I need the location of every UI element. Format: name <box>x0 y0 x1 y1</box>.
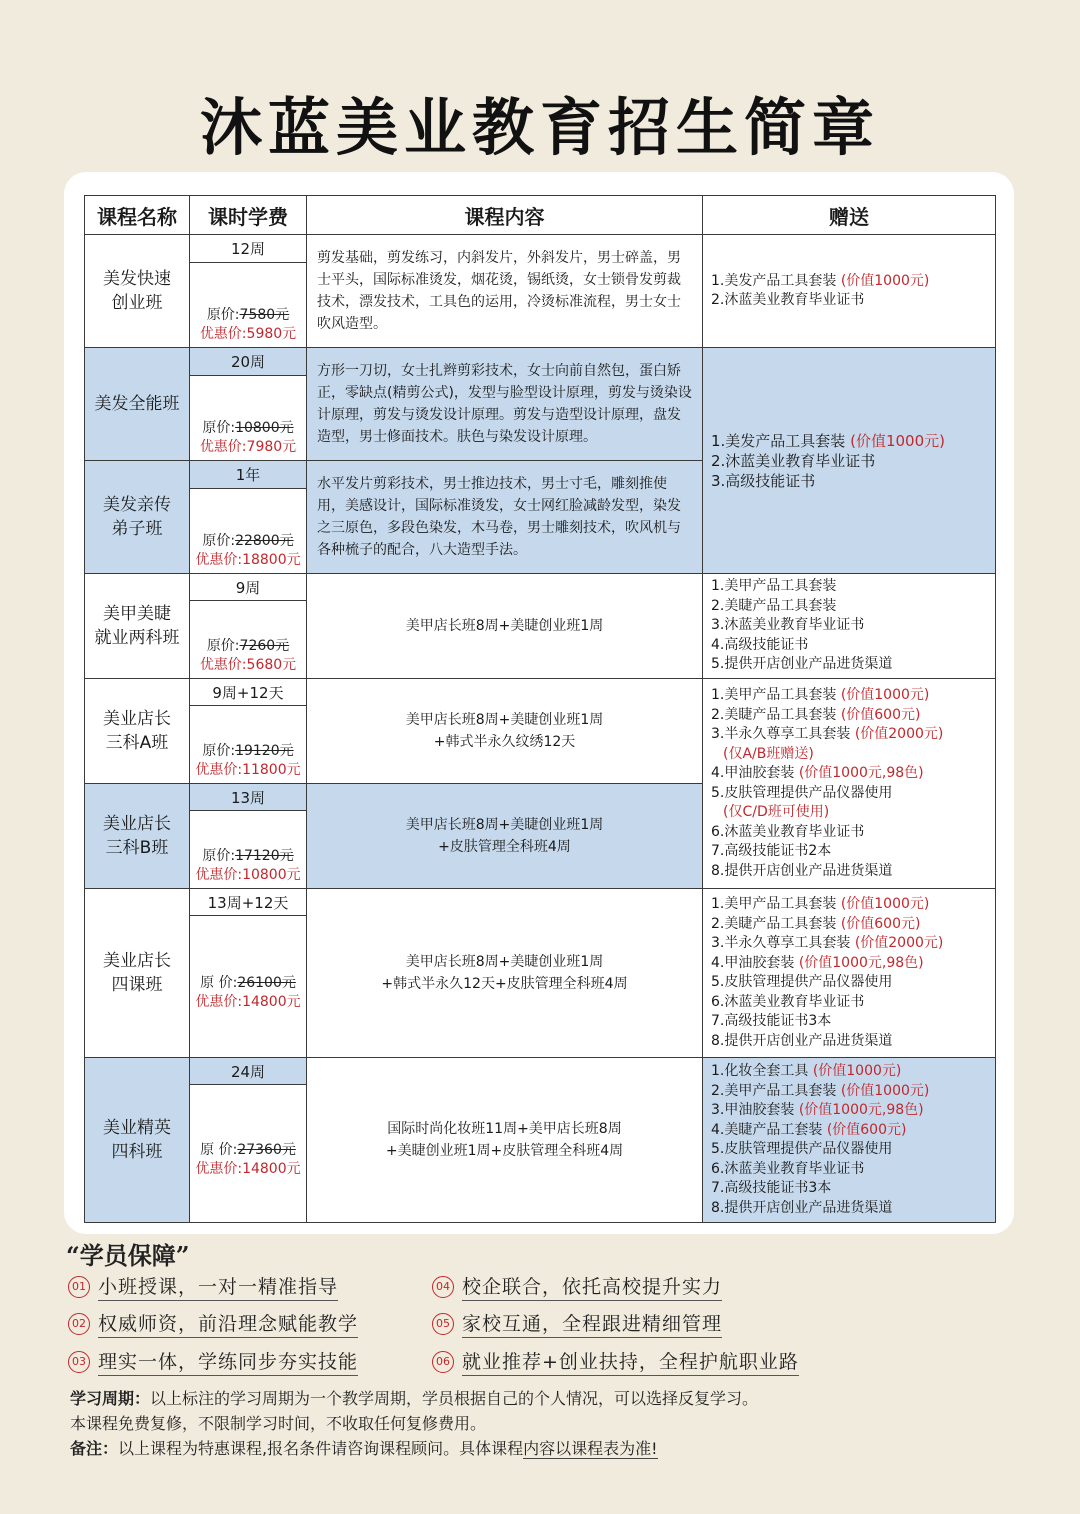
gift-item: 3.半永久尊享工具套装 (价值2000元) <box>711 935 944 951</box>
course-name: 美业店长 三科A班 <box>85 679 190 784</box>
free-retake-note: 本课程免费复修，不限制学习时间，不收取任何复修费用。 <box>70 1414 487 1433</box>
course-gifts <box>703 574 996 679</box>
header-gift: 赠送 <box>703 196 996 235</box>
gift-item: 1.美甲产品工具套装 <box>711 578 837 595</box>
gift-item: 2.美睫产品工具套装 <box>711 597 837 614</box>
gift-item: 4.甲油胶套装 (价值1000元,98色) <box>711 954 924 971</box>
course-row <box>85 889 996 916</box>
course-row <box>85 679 996 706</box>
gift-item: 3.半永久尊享工具套装 (价值2000元) <box>711 726 944 742</box>
course-price: 原价:10800元 优惠价:7980元 <box>190 375 307 460</box>
guarantee-item: 01 小班授课，一对一精准指导 <box>68 1272 338 1301</box>
gift-item: 1.美发产品工具套装 (价值1000元) <box>711 272 930 289</box>
gift-item: 8.提供开店创业产品进货渠道 <box>711 1199 893 1216</box>
guarantee-item: 03 理实一体，学练同步夯实技能 <box>68 1347 358 1376</box>
guarantee-item: 02 权威师资，前沿理念赋能教学 <box>68 1309 358 1338</box>
gift-item: 4.美睫产品工套装 (价值600元) <box>711 1121 907 1138</box>
gift-item: 4.高级技能证书 <box>711 636 809 653</box>
gift-item: 5.皮肤管理提供产品仪器使用 <box>711 1141 893 1157</box>
gift-item: 8.提供开店创业产品进货渠道 <box>711 862 893 879</box>
gift-item: 3.高级技能证书 <box>711 471 816 490</box>
gift-item: 3.甲油胶套装 (价值1000元,98色) <box>711 1102 924 1118</box>
course-duration: 9周 <box>190 574 307 601</box>
remark-note: 备注：以上课程为特惠课程,报名条件请咨询课程顾问。具体课程内容以课程表为准! <box>70 1439 658 1458</box>
course-price: 原 价:26100元 优惠价:14800元 <box>190 916 307 1058</box>
course-gifts <box>703 235 996 348</box>
course-price: 原 价:27360元 优惠价:14800元 <box>190 1085 307 1223</box>
course-name: 美发快速 创业班 <box>85 235 190 348</box>
course-content: 水平发片剪彩技术，男士推边技术，男士寸毛，雕刻推使用，美感设计，国际标准烫发，女士网红脸减龄发型，染发之三原色，多段色染发，木马卷，男士雕刻技术，吹风机与各种梳子的配合，八大造型手法。 <box>307 461 703 574</box>
gift-item: 8.提供开店创业产品进货渠道 <box>711 1032 893 1049</box>
course-name: 美发亲传 弟子班 <box>85 461 190 574</box>
course-name: 美业店长 四课班 <box>85 889 190 1058</box>
gift-item: 7.高级技能证书3本 <box>711 1180 832 1196</box>
gift-item: (仅A/B班赠送) <box>723 745 814 762</box>
gift-item: 2.美睫产品工具套装 (价值600元) <box>711 706 921 723</box>
course-price: 原价:22800元 优惠价:18800元 <box>190 488 307 573</box>
header-course-name: 课程名称 <box>85 196 190 235</box>
course-duration: 9周+12天 <box>190 679 307 706</box>
gift-item: 2.沐蓝美业教育毕业证书 <box>711 292 865 308</box>
gift-item: 7.高级技能证书3本 <box>711 1013 832 1029</box>
course-price: 原价:19120元 优惠价:11800元 <box>190 706 307 784</box>
course-content: 国际时尚化妆班11周+美甲店长班8周 +美睫创业班1周+皮肤管理全科班4周 <box>307 1058 703 1223</box>
course-duration: 12周 <box>190 235 307 263</box>
course-content: 美甲店长班8周+美睫创业班1周 <box>307 574 703 679</box>
header-fee: 课时学费 <box>190 196 307 235</box>
gift-item: 6.沐蓝美业教育毕业证书 <box>711 1160 865 1177</box>
gift-item: 1.美甲产品工具套装 (价值1000元) <box>711 687 930 703</box>
gift-item: 2.美甲产品工具套装 (价值1000元) <box>711 1082 930 1099</box>
course-content: 美甲店长班8周+美睫创业班1周 +韩式半永久纹绣12天 <box>307 679 703 784</box>
course-name: 美业精英 四科班 <box>85 1058 190 1223</box>
guarantee-title: “学员保障” <box>66 1241 190 1270</box>
course-duration: 13周 <box>190 784 307 811</box>
header-content: 课程内容 <box>307 196 703 235</box>
gift-item: 5.皮肤管理提供产品仪器使用 <box>711 784 893 801</box>
page-title: 沐蓝美业教育招生简章 <box>199 91 880 164</box>
course-row <box>85 1058 996 1085</box>
guarantee-item: 06 就业推荐+创业扶持，全程护航职业路 <box>432 1347 799 1376</box>
course-price: 原价:17120元 优惠价:10800元 <box>190 811 307 889</box>
course-price: 原价:7580元 优惠价:5980元 <box>190 262 307 347</box>
guarantee-item: 05 家校互通，全程跟进精细管理 <box>432 1309 722 1338</box>
course-row <box>85 235 996 263</box>
course-duration: 1年 <box>190 461 307 489</box>
gift-item: 6.沐蓝美业教育毕业证书 <box>711 823 865 840</box>
course-gifts <box>703 1058 996 1223</box>
course-gifts <box>703 679 996 889</box>
gift-item: 6.沐蓝美业教育毕业证书 <box>711 993 865 1010</box>
gift-item: 7.高级技能证书2本 <box>711 843 832 859</box>
table-header-row <box>85 196 996 235</box>
course-content: 美甲店长班8周+美睫创业班1周 +皮肤管理全科班4周 <box>307 784 703 889</box>
course-gifts <box>703 889 996 1058</box>
course-row <box>85 574 996 601</box>
notes <box>70 1386 1030 1461</box>
course-content: 剪发基础，剪发练习，内斜发片，外斜发片，男士碎盖，男士平头，国际标准烫发，烟花烫，锡纸烫，女士锁骨发剪裁技术，漂发技术，工具色的运用，冷烫标准流程，男士女士吹风造型。 <box>307 235 703 348</box>
gift-item: 1.美发产品工具套装 (价值1000元) <box>711 431 945 450</box>
course-name: 美业店长 三科B班 <box>85 784 190 889</box>
course-table <box>84 195 996 1223</box>
course-name: 美甲美睫 就业两科班 <box>85 574 190 679</box>
guarantee-item: 04 校企联合，依托高校提升实力 <box>432 1272 722 1301</box>
gift-item: 2.沐蓝美业教育毕业证书 <box>711 451 876 470</box>
gift-item: 5.皮肤管理提供产品仪器使用 <box>711 974 893 990</box>
course-name: 美发全能班 <box>85 348 190 461</box>
course-duration: 24周 <box>190 1058 307 1085</box>
course-content: 方形一刀切，女士扎辫剪彩技术，女士向前自然包，蛋白矫正，零缺点(精剪公式)，发型与脸型设计原理，剪发与烫染设计原理，剪发与烫发设计原理。剪发与造型设计原理，盘发造型，男士修面技术。肤色与染发设计原理。 <box>307 348 703 461</box>
gift-item: 2.美睫产品工具套装 (价值600元) <box>711 915 921 932</box>
gift-item: 4.甲油胶套装 (价值1000元,98色) <box>711 765 924 781</box>
course-row <box>85 348 996 376</box>
gift-item: 3.沐蓝美业教育毕业证书 <box>711 617 865 634</box>
gift-item: 1.化妆全套工具 (价值1000元) <box>711 1063 902 1079</box>
study-cycle-note: 学习周期：以上标注的学习周期为一个教学周期，学员根据自己的个人情况，可以选择反复学习。 <box>70 1389 759 1408</box>
course-gifts <box>703 348 996 574</box>
course-duration: 13周+12天 <box>190 889 307 916</box>
course-price: 原价:7260元 优惠价:5680元 <box>190 601 307 679</box>
course-content: 美甲店长班8周+美睫创业班1周 +韩式半永久12天+皮肤管理全科班4周 <box>307 889 703 1058</box>
gift-item: 1.美甲产品工具套装 (价值1000元) <box>711 896 930 912</box>
gift-item: 5.提供开店创业产品进货渠道 <box>711 656 893 673</box>
gift-item: (仅C/D班可使用) <box>723 804 830 820</box>
course-duration: 20周 <box>190 348 307 376</box>
